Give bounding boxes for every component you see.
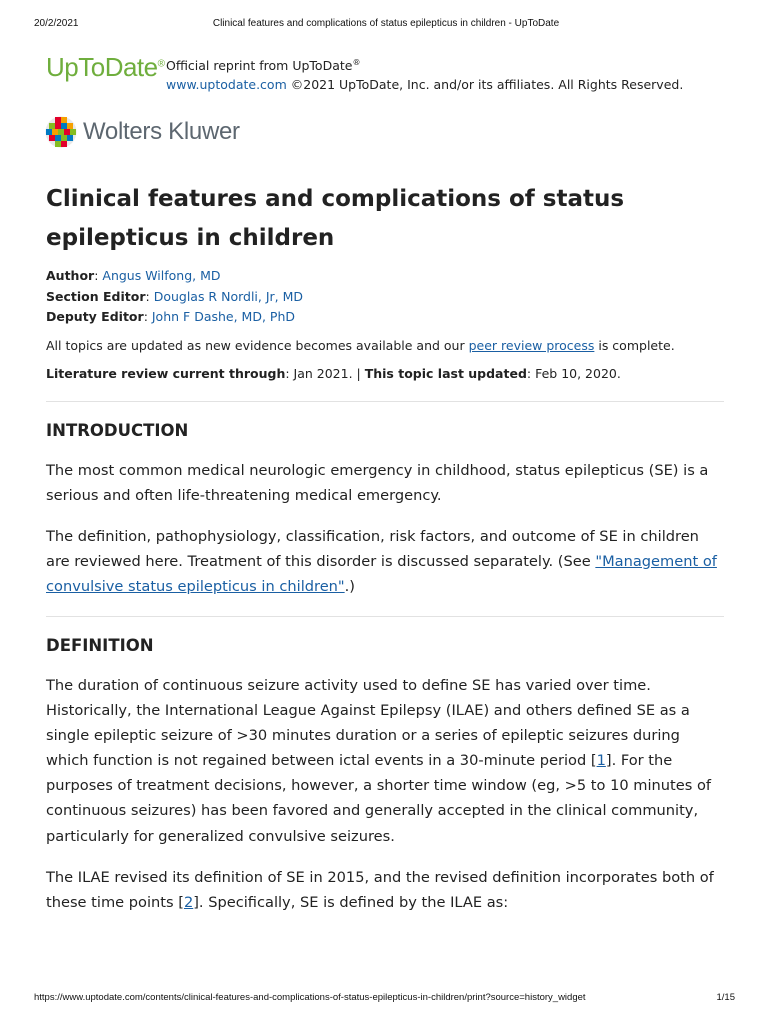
reprint-notice: Official reprint from UpToDate® www.uptodate.com ©2021 UpToDate, Inc. and/or its affiliates. All Rights Reserved. xyxy=(166,58,684,93)
brand-row xyxy=(46,52,728,92)
deputy-editor-line: Deputy Editor: John F Dashe, MD, PhD xyxy=(46,309,295,324)
wolters-kluwer-mosaic-icon xyxy=(45,116,77,148)
print-doc-title: Clinical features and complications of status epilepticus in children - UpToDate xyxy=(212,18,560,29)
print-date: 20/2/2021 xyxy=(34,18,79,29)
author-link[interactable]: Angus Wilfong, MD xyxy=(102,268,221,283)
definition-paragraph-1: The duration of continuous seizure activity used to define SE has varied over time. Historically, the International League Against Epilepsy (ILAE) and others defined SE as a single epileptic seizure of >30 minutes duration or a series of epileptic seizures during which function is not regained between ictal events in a 30-minute period [1]. For the purposes of treatment decisions, however, a shorter time window (eg, >5 to 10 minutes of continuous seizures) has been favored and generally accepted in the clinical community, particularly for generalized convulsive seizures. xyxy=(46,676,712,845)
introduction-heading: INTRODUCTION xyxy=(46,420,189,440)
divider xyxy=(46,616,724,617)
peer-review-link[interactable]: peer review process xyxy=(468,337,595,353)
page-number: 1/15 xyxy=(716,992,735,1003)
article-content xyxy=(46,180,724,915)
copyright-text: ©2021 UpToDate, Inc. and/or its affiliates. All Rights Reserved. xyxy=(286,77,684,93)
intro-paragraph-2: The definition, pathophysiology, classification, risk factors, and outcome of SE in children are reviewed here. Treatment of this disorder is discussed separately. (See "Management of convulsive status epilepticus in children".) xyxy=(46,527,717,595)
management-topic-link[interactable]: "Management of convulsive status epilepticus in children" xyxy=(46,552,717,595)
article-credits xyxy=(46,266,724,328)
section-editor-link[interactable]: Douglas R Nordli, Jr, MD xyxy=(153,288,304,304)
intro-paragraph-1: The most common medical neurologic emergency in childhood, status epilepticus (SE) is a serious and often life-threatening medical emergency. xyxy=(46,461,709,504)
article-title: Clinical features and complications of status epilepticus in children xyxy=(46,186,625,251)
divider xyxy=(46,401,724,402)
deputy-editor-link[interactable]: John F Dashe, MD, PhD xyxy=(151,309,295,324)
publisher-name: Wolters Kluwer xyxy=(83,118,240,145)
update-note: All topics are updated as new evidence becomes available and our peer review process is complete. xyxy=(46,337,675,353)
print-url: https://www.uptodate.com/contents/clinical-features-and-complications-of-status-epilepticus-in-children/print?source=history_widget xyxy=(34,992,586,1003)
website-link[interactable]: www.uptodate.com xyxy=(166,77,287,93)
print-footer xyxy=(34,992,735,1003)
author-line: Author: Angus Wilfong, MD xyxy=(46,268,221,283)
reference-link-1[interactable]: 1 xyxy=(596,752,606,770)
section-editor-line: Section Editor: Douglas R Nordli, Jr, MD xyxy=(46,288,304,304)
reference-link-2[interactable]: 2 xyxy=(183,893,194,911)
literature-review-line: Literature review current through: Jan 2021. | This topic last updated: Feb 10, 2020. xyxy=(46,365,621,381)
definition-paragraph-2: The ILAE revised its definition of SE in 2015, and the revised definition incorporates both of these time points [2]. Specifically, SE is defined by the ILAE as: xyxy=(46,868,714,911)
uptodate-logo[interactable]: UpToDate® xyxy=(46,52,165,82)
definition-heading: DEFINITION xyxy=(46,635,154,655)
reprint-line: Official reprint from UpToDate xyxy=(166,58,353,74)
